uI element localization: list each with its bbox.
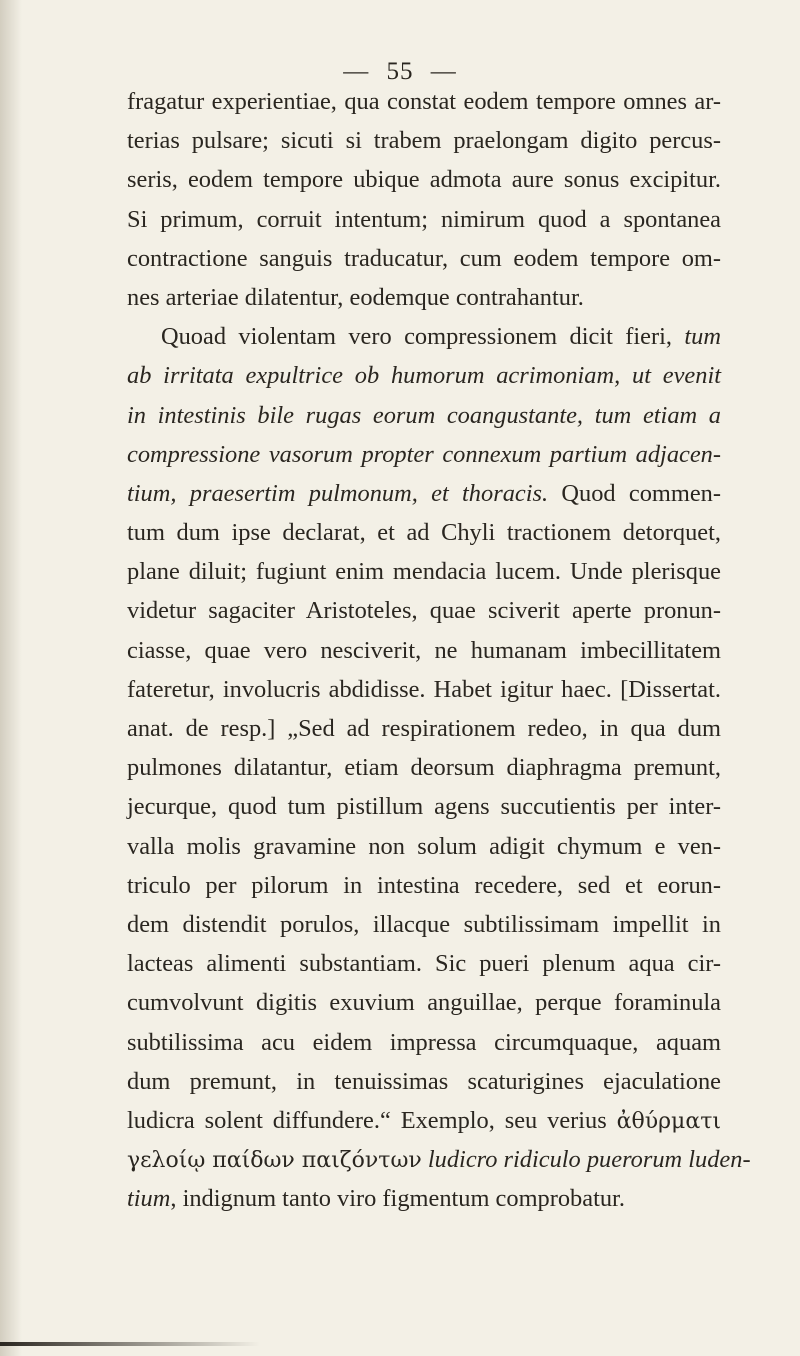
text-segment: triculo per pilorum in intestina recedere, sed et eorun- [127,871,721,899]
body-text [127,82,751,1218]
greek-segment: γελοίῳ παίδων παιζόντων [127,1148,422,1174]
page-edge-shadow [0,0,22,1356]
greek-segment: ἀθύρματι [616,1108,721,1134]
text-segment: plane diluit; fugiunt enim mendacia lucem. Unde plerisque [127,558,721,586]
text-segment: lacteas alimenti substantiam. Sic pueri plenum aqua cir- [127,950,721,978]
text-segment: valla molis gravamine non solum adigit chymum e ven- [127,832,721,860]
text-line-12 [127,513,721,552]
text-segment: tum dum ipse declarat, et ad Chyli tractionem detorquet, [127,519,721,547]
text-segment: seris, eodem tempore ubique admota aure sonus excipitur. [127,166,721,194]
text-line-17 [127,709,721,748]
text-segment: cumvolvunt digitis exuvium anguillae, perque foraminula [127,989,721,1017]
text-line-23 [127,944,721,983]
text-line-14 [127,591,721,630]
italic-segment: tium [127,1185,171,1213]
text-line-29 [127,1179,721,1218]
text-line-26 [127,1062,721,1101]
text-segment: ciasse, quae vero nesciverit, ne humanam imbecillitatem [127,636,721,664]
text-line-4 [127,200,721,239]
text-segment: anat. de resp.] „Sed ad respirationem redeo, in qua dum [127,715,721,742]
text-line-13 [127,552,721,591]
text-segment: , indignum tanto viro figmentum comprobatur. [170,1185,625,1213]
italic-segment: in intestinis bile rugas eorum coangustante, tum etiam a [127,401,721,429]
text-segment: jecurque, quod tum pistillum agens succutientis per inter- [127,793,721,821]
text-segment: ludicra solent diffundere.“ Exemplo, seu verius [127,1106,617,1134]
text-line-1 [127,82,721,121]
text-line-28 [127,1140,751,1179]
text-line-9 [127,396,721,435]
text-segment: subtilissima acu eidem impressa circumquaque, aquam [127,1028,721,1056]
italic-segment: tum [684,323,721,351]
text-segment: Quod commen- [548,479,721,507]
page-number: 55 [386,58,414,85]
text-line-11 [127,474,721,513]
italic-segment: compressione vasorum propter connexum partium adjacen- [127,440,721,468]
text-line-27 [127,1101,721,1140]
text-segment: fateretur, involucris abdidisse. Habet igitur haec. [Dissertat. [127,675,721,703]
text-line-6 [127,278,721,317]
text-line-15 [127,631,721,670]
text-line-22 [127,905,721,944]
page-bottom-rule [0,1342,260,1346]
text-line-2 [127,121,721,160]
text-segment: Quoad violentam vero compressionem dicit fieri, [161,323,685,351]
text-segment: terias pulsare; sicuti si trabem praelongam digito percus- [127,127,721,155]
text-line-16 [127,670,721,709]
text-line-24 [127,983,721,1022]
text-segment: nes arteriae dilatentur, eodemque contrahantur. [127,283,584,311]
text-segment: contractione sanguis traducatur, cum eodem tempore om- [127,244,721,272]
text-line-25 [127,1023,721,1062]
text-segment: fragatur experientiae, qua constat eodem tempore omnes ar- [127,88,721,115]
text-line-3 [127,160,721,199]
text-line-21 [127,866,721,905]
text-line-20 [127,827,721,866]
text-line-7 [127,317,721,356]
text-line-18 [127,748,721,787]
header-dash-right: — [430,58,457,85]
text-segment: videtur sagaciter Aristoteles, quae sciverit aperte pronun- [127,597,721,625]
text-line-10 [127,435,721,474]
text-segment: dem distendit porulos, illacque subtilissimam impellit in [127,910,721,938]
text-line-19 [127,787,721,826]
text-segment: pulmones dilatantur, etiam deorsum diaphragma premunt, [127,754,721,782]
italic-segment: ab irritata expultrice ob humorum acrimoniam, ut evenit [127,362,721,390]
text-segment: dum premunt, in tenuissimas scaturigines ejaculatione [127,1067,721,1095]
italic-segment: ludicro ridiculo puerorum luden- [427,1146,751,1174]
italic-segment: tium, praesertim pulmonum, et thoracis. [127,479,549,507]
header-dash-left: — [343,58,370,85]
text-line-8 [127,356,721,395]
text-segment: Si primum, corruit intentum; nimirum quod a spontanea [127,205,721,233]
text-line-5 [127,239,721,278]
